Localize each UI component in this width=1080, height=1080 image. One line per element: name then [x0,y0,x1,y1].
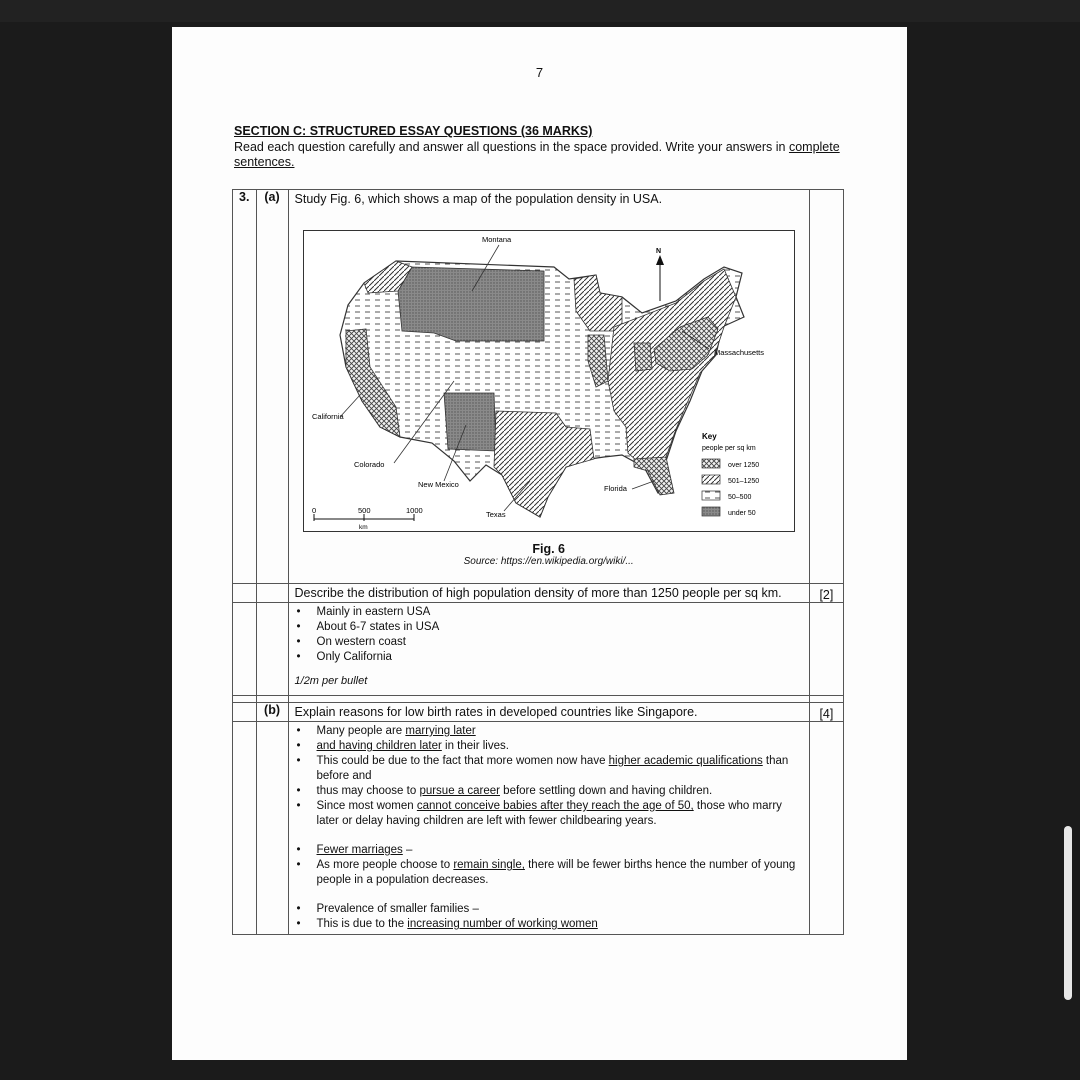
part-a-answers-row [233,603,844,696]
usa-map-svg [304,231,794,531]
empty-cell [256,722,288,935]
label-montana: Montana [481,235,511,244]
scale-unit: km [358,524,368,531]
part-b-stem: Explain reasons for low birth rates in developed countries like Singapore. [288,703,809,722]
text: This is due to the [316,918,408,930]
list-item: • Mainly in eastern USA [317,605,803,620]
key-item-1: 501–1250 [727,478,759,485]
label-colorado: Colorado [353,460,384,469]
region-ohio [634,343,652,371]
key-swatch-501-1250 [702,475,720,484]
empty-cell [809,696,843,703]
list-item: • On western coast [317,635,803,650]
list-item [317,858,803,888]
list-item [317,754,803,784]
part-b-marks: [4] [809,703,843,722]
scale-tick-1000: 1000 [405,506,423,515]
text: in their lives. [441,740,509,752]
question-number: 3. [233,190,257,584]
text: Since most women [316,800,417,812]
label-florida: Florida [603,484,627,493]
scale-tick-500: 500 [357,506,371,515]
marking-note: 1/2m per bullet [294,675,368,687]
underlined-text: pursue a career [419,785,500,797]
list-item: • About 6-7 states in USA [317,620,803,635]
list-item [317,739,803,754]
list-item [317,724,803,739]
key-item-0: over 1250 [727,462,759,469]
key-swatch-50-500 [702,491,720,500]
region-florida [634,457,674,495]
part-a-answers-cell [288,603,809,696]
part-a-cell [288,190,809,584]
part-b-answers-cell [288,722,809,935]
text: those who marry later or delay having children are left with fewer childbearing years. [316,800,782,827]
usa-population-density-map [303,230,795,532]
figure-caption: Fig. 6 [532,542,565,556]
label-california: California [311,412,344,421]
text: Many people are [316,725,406,737]
underlined-text: higher academic qualifications [608,755,763,767]
part-b-label: (b) [256,703,288,722]
figure-source: Source: https://en.wikipedia.org/wiki/... [463,556,634,567]
underlined-text: Fewer marriages [316,844,403,856]
list-item [317,799,803,829]
underlined-text: cannot conceive babies after they reach the age of 50, [416,800,694,812]
text: – [402,844,413,856]
list-item: • Prevalence of smaller families – [317,902,803,917]
page-number: 7 [535,65,544,80]
scale-tick-0: 0 [311,506,316,515]
text: there will be fewer births hence the number of young people in a population decreases. [316,859,796,886]
map-key [702,432,759,517]
spacer-row [233,696,844,703]
section-title: SECTION C: STRUCTURED ESSAY QUESTIONS (36 MARKS) [234,124,593,138]
question-table [232,189,844,935]
text: than before and [316,755,789,782]
part-a-marks: [2] [809,584,843,603]
empty-cell [809,603,843,696]
underlined-text: remain single, [453,859,525,871]
region-under-50-newmexico [444,393,496,451]
region-under-50-north [398,267,544,341]
part-a-stem: Study Fig. 6, which shows a map of the population density in USA. [294,192,663,206]
instructions-line2: complete sentences. [234,140,840,169]
empty-cell [256,696,288,703]
part-a-subquestion: Describe the distribution of high population density of more than 1250 people per sq km. [288,584,809,603]
key-subtitle: people per sq km [701,445,756,452]
part-a-subquestion-row [233,584,844,603]
key-swatch-over-1250 [702,459,720,468]
instructions [234,140,846,170]
list-item [317,917,803,932]
empty-cell [233,696,257,703]
north-label: N [655,248,661,255]
part-a-row [233,190,844,584]
part-b-answer-list [295,724,803,932]
list-item: • Only California [317,650,803,665]
empty-cell [809,722,843,935]
list-item [317,784,803,799]
scrollbar[interactable] [1064,826,1072,1000]
empty-cell [233,703,257,722]
window-top-strip [0,0,1080,22]
text: As more people choose to [316,859,454,871]
instructions-line1: Read each question carefully and answer all questions in the space provided. Write your answers in [234,140,786,154]
document-page [172,27,907,1060]
part-a-mark-cell [809,190,843,584]
part-b-row [233,703,844,722]
label-texas: Texas [485,510,506,519]
key-item-2: 50–500 [727,494,751,501]
underlined-text: marrying later [405,725,476,737]
list-item [317,843,803,858]
key-item-3: under 50 [727,510,756,517]
scale-bar [312,506,423,531]
text: thus may choose to [316,785,420,797]
empty-cell [256,584,288,603]
empty-cell [288,696,809,703]
text: before settling down and having children. [499,785,713,797]
empty-cell [233,603,257,696]
north-arrow-icon [656,255,664,301]
underlined-text: and having children later [316,740,442,752]
key-title: Key [701,432,717,441]
underlined-text: increasing number of working women [407,918,598,930]
text: This could be due to the fact that more women now have [316,755,609,767]
label-new-mexico: New Mexico [417,480,459,489]
part-a-answer-list [295,605,803,665]
part-a-label: (a) [256,190,288,584]
empty-cell [233,584,257,603]
key-swatch-under-50 [702,507,720,516]
part-b-answers-row [233,722,844,935]
label-massachusetts: Massachusetts [713,348,764,357]
empty-cell [233,722,257,935]
empty-cell [256,603,288,696]
